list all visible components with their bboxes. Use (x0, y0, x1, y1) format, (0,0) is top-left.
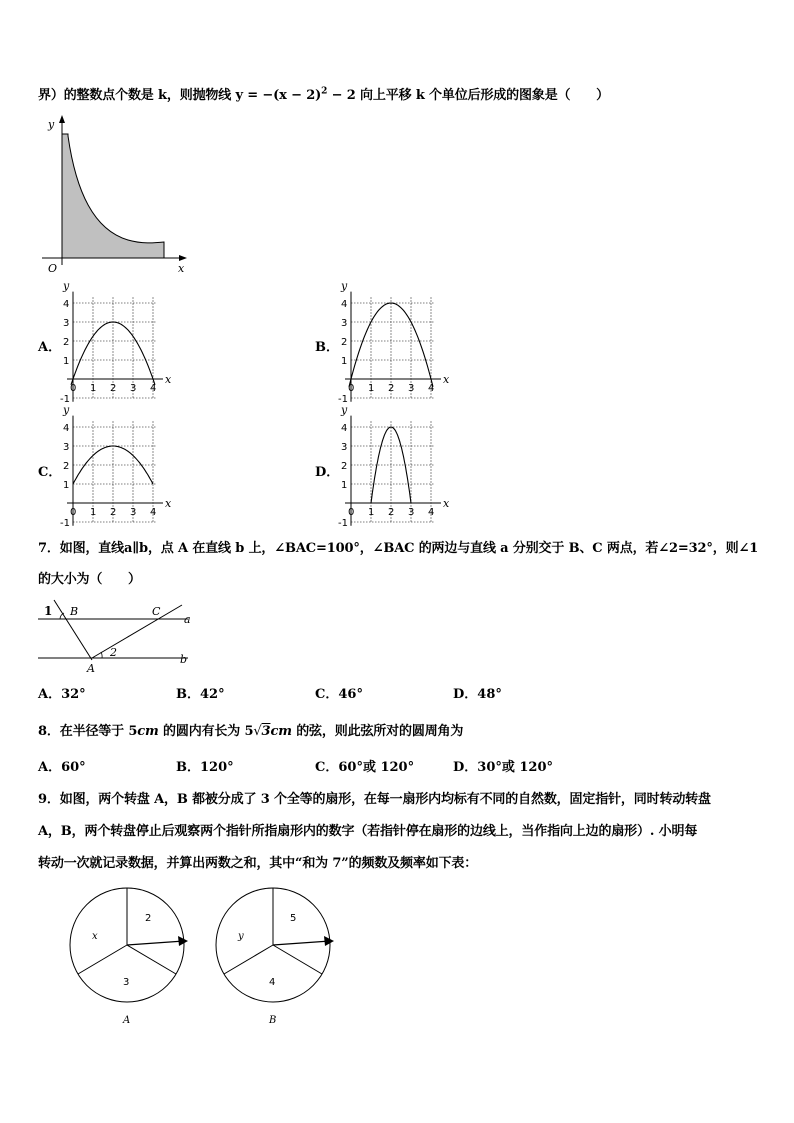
main-axis-x-label: x (178, 262, 185, 275)
q6-graph-d (333, 403, 463, 535)
q6-graph-c (55, 403, 185, 535)
q7-angle-2-label: 2 (110, 646, 117, 659)
q6-option-d-label: D． (315, 465, 340, 480)
q6-main-figure (30, 112, 200, 281)
graph-x-tick-label: 1 (90, 383, 97, 394)
graph-x-tick-label: 2 (388, 507, 395, 518)
q6-graph-a (55, 279, 185, 411)
graph-axis-y-label: y (341, 403, 348, 417)
graph-y-tick-label: 1 (63, 480, 70, 491)
q7-point-a-label: A (87, 662, 95, 675)
q7-stem-line2: 的大小为（ ） (38, 572, 141, 587)
q6-stem-exponent: 2 (321, 86, 328, 97)
spinner-a-sector-bottom: 3 (123, 977, 130, 988)
graph-axis-y-label: y (341, 279, 348, 293)
q8-option-c: C．60°或 120° (315, 760, 415, 775)
graph-y-tick-label: 2 (63, 461, 70, 472)
q9-spinner-b (208, 888, 338, 1032)
q7-point-b-label: B (70, 605, 79, 618)
graph-y-tick-label: 1 (63, 356, 70, 367)
q6-stem-text-a: 界）的整数点个数是 k，则抛物线 y = −(x − 2) (38, 88, 322, 103)
q6-option-b-label: B． (315, 340, 339, 355)
graph-axis-x-label: x (165, 373, 172, 386)
graph-y-tick-label: -1 (338, 394, 348, 405)
main-origin-label: O (48, 262, 58, 275)
graph-x-tick-label: 4 (150, 507, 157, 518)
graph-x-tick-label: 3 (130, 507, 137, 518)
graph-y-tick-label: 2 (341, 337, 348, 348)
spinner-a-sector-left: x (92, 931, 98, 942)
graph-axis-y-label: y (63, 403, 70, 417)
q6-stem (38, 88, 609, 104)
graph-x-tick-label: 1 (368, 383, 375, 394)
q6-option-c-label: C． (38, 465, 62, 480)
q8-text-b: 的圆内有长为 5 (158, 724, 254, 739)
graph-y-tick-label: -1 (60, 518, 70, 529)
graph-x-tick-label: 4 (150, 383, 157, 394)
graph-x-tick-label: 2 (110, 507, 117, 518)
graph-x-tick-label: 0 (70, 383, 77, 394)
spinner-b-sector-top: 5 (290, 913, 297, 924)
graph-y-tick-label: 3 (341, 442, 348, 453)
q7-figure (30, 597, 205, 681)
graph-y-tick-label: 2 (341, 461, 348, 472)
q6-stem-text-b: − 2 向上平移 k 个单位后形成的图象是（ ） (327, 88, 609, 103)
graph-x-tick-label: 2 (388, 383, 395, 394)
graph-y-tick-label: 3 (63, 318, 70, 329)
q9-spinner-a (62, 888, 192, 1032)
graph-x-tick-label: 3 (130, 383, 137, 394)
spinner-b-name: B (269, 1015, 277, 1026)
q9-stem-line3: 转动一次就记录数据，并算出两数之和，其中“和为 7”的频数及频率如下表： (38, 856, 478, 871)
q7-line-a-label: a (184, 613, 191, 626)
graph-x-tick-label: 0 (70, 507, 77, 518)
q7-option-d: D．48° (453, 687, 502, 702)
graph-x-tick-label: 1 (90, 507, 97, 518)
q7-point-c-label: C (152, 605, 161, 618)
graph-y-tick-label: 1 (341, 480, 348, 491)
graph-x-tick-label: 2 (110, 383, 117, 394)
q8-option-b: B．120° (176, 760, 234, 775)
graph-y-tick-label: 3 (63, 442, 70, 453)
q9-stem-line2: A，B，两个转盘停止后观察两个指针所指扇形内的数字（若指针停在扇形的边线上，当作指向上边的扇形）. 小明每 (38, 824, 698, 839)
q6-option-a-label: A． (38, 340, 62, 355)
q7-option-a: A．32° (38, 687, 86, 702)
graph-y-tick-label: 2 (63, 337, 70, 348)
main-axis-y-label: y (48, 118, 55, 131)
graph-x-tick-label: 0 (348, 383, 355, 394)
q6-graph-b (333, 279, 463, 411)
graph-x-tick-label: 0 (348, 507, 355, 518)
q8-text-a: 8．在半径等于 5 (38, 724, 138, 739)
q8-sqrt-value: 3 (261, 724, 271, 739)
graph-y-tick-label: 4 (63, 423, 70, 434)
graph-y-tick-label: 3 (341, 318, 348, 329)
graph-axis-x-label: x (443, 497, 450, 510)
q8-unit-2: cm (270, 724, 292, 739)
graph-axis-x-label: x (165, 497, 172, 510)
graph-y-tick-label: -1 (60, 394, 70, 405)
q7-option-c: C．46° (315, 687, 363, 702)
graph-y-tick-label: 1 (341, 356, 348, 367)
q8-stem: 8．在半径等于 5cm 的圆内有长为 5√3cm 的弦，则此弦所对的圆周角为 (38, 724, 464, 739)
q7-option-b: B．42° (176, 687, 225, 702)
q7-line-b-label: b (180, 653, 188, 666)
graph-x-tick-label: 4 (428, 383, 435, 394)
graph-x-tick-label: 1 (368, 507, 375, 518)
q7-angle-1-label: 1 (44, 604, 53, 618)
spinner-b-sector-left: y (238, 931, 244, 942)
graph-y-tick-label: 4 (341, 299, 348, 310)
graph-y-tick-label: -1 (338, 518, 348, 529)
spinner-a-name: A (123, 1015, 131, 1026)
graph-axis-x-label: x (443, 373, 450, 386)
q9-stem-line1: 9．如图，两个转盘 A，B 都被分成了 3 个全等的扇形，在每一扇形内均标有不同的自然数，固定指针，同时转动转盘 (38, 792, 711, 807)
graph-y-tick-label: 4 (341, 423, 348, 434)
q7-stem-line1: 7．如图，直线a∥b，点 A 在直线 b 上，∠BAC=100°，∠BAC 的两边与直线 a 分别交于 B、C 两点，若∠2=32°，则∠1 (38, 541, 759, 556)
q8-text-c: 的弦，则此弦所对的圆周角为 (291, 724, 464, 739)
q8-unit-1: cm (137, 724, 159, 739)
spinner-b-sector-bottom: 4 (269, 977, 276, 988)
graph-x-tick-label: 4 (428, 507, 435, 518)
graph-x-tick-label: 3 (408, 383, 415, 394)
graph-axis-y-label: y (63, 279, 70, 293)
graph-y-tick-label: 4 (63, 299, 70, 310)
q8-option-d: D．30°或 120° (453, 760, 554, 775)
spinner-a-sector-top: 2 (145, 913, 152, 924)
graph-x-tick-label: 3 (408, 507, 415, 518)
q8-option-a: A．60° (38, 760, 86, 775)
